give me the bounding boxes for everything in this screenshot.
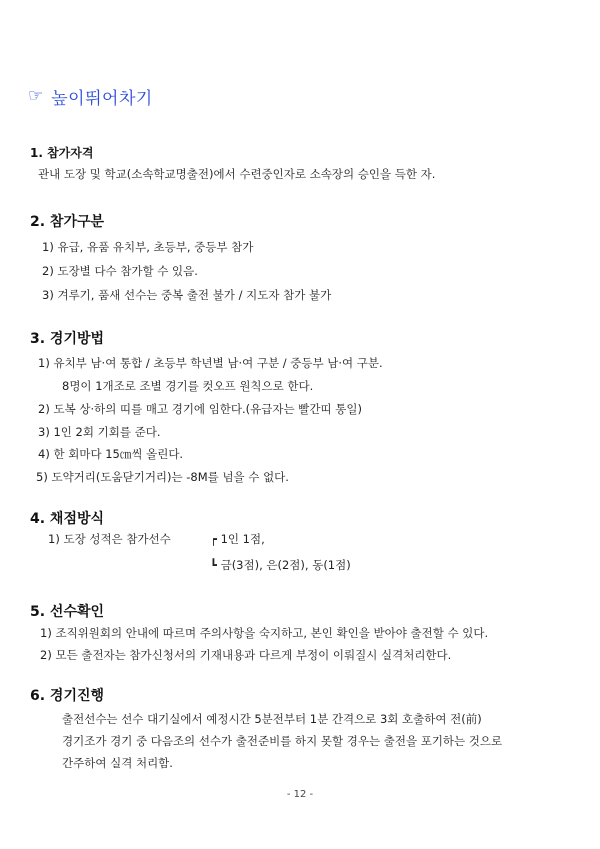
progress-text: 경기조가 경기 중 다음조의 선수가 출전준비를 하지 못할 경우는 출전을 포기하는 것으로 — [62, 734, 503, 748]
method-item: 5) 도약거리(도움닫기거리)는 -8M를 넘을 수 없다. — [36, 470, 289, 484]
method-item: 4) 한 회마다 15㎝씩 올린다. — [38, 447, 184, 461]
confirmation-item: 1) 조직위원회의 안내에 따르며 주의사항을 숙지하고, 본인 확인을 받아야 출전할 수 있다. — [40, 626, 489, 640]
section-heading-category: 2. 참가구분 — [30, 214, 105, 230]
scoring-bracket-top: ┍ 1인 1점, — [210, 532, 265, 546]
method-item: 2) 도복 상·하의 띠를 매고 경기에 임한다.(유급자는 빨간띠 통일) — [38, 402, 362, 416]
method-item-continued: 8명이 1개조로 조별 경기를 컷오프 원칙으로 한다. — [62, 379, 314, 393]
progress-text: 간주하여 실격 처리함. — [62, 756, 173, 770]
page-title — [28, 84, 153, 108]
confirmation-item: 2) 모든 출전자는 참가신청서의 기재내용과 다르게 부정이 이뤄질시 실격처리한다. — [40, 648, 452, 662]
progress-text: 출전선수는 선수 대기실에서 예정시간 5분전부터 1분 간격으로 3회 호출하여 전(前) — [62, 712, 482, 726]
eligibility-text: 관내 도장 및 학교(소속학교명출전)에서 수련중인자로 소속장의 승인을 득한 자. — [38, 167, 436, 181]
category-item: 3) 겨루기, 품새 선수는 중복 출전 불가 / 지도자 참가 불가 — [42, 288, 332, 302]
section-heading-scoring: 4. 채점방식 — [30, 511, 105, 527]
section-heading-confirmation: 5. 선수확인 — [30, 604, 105, 620]
page-title-text: 높이뛰어차기 — [51, 88, 153, 109]
category-item: 2) 도장별 다수 참가할 수 있음. — [42, 264, 198, 278]
section-heading-progress: 6. 경기진행 — [30, 688, 105, 704]
method-item: 3) 1인 2회 기회를 준다. — [38, 425, 161, 439]
scoring-bracket-bottom: ┗ 금(3점), 은(2점), 동(1점) — [210, 558, 351, 572]
method-item: 1) 유치부 남·여 통합 / 초등부 학년별 남·여 구분 / 중등부 남·여 구분. — [38, 356, 383, 370]
category-item: 1) 유급, 유품 유치부, 초등부, 중등부 참가 — [42, 240, 254, 254]
scoring-item: 1) 도장 성적은 참가선수 — [48, 532, 171, 546]
section-heading-method: 3. 경기방법 — [30, 331, 105, 347]
page-number: - 12 - — [286, 789, 314, 800]
pointing-hand-icon: ☞ — [28, 86, 44, 106]
section-heading-eligibility: 1. 참가자격 — [30, 146, 94, 160]
